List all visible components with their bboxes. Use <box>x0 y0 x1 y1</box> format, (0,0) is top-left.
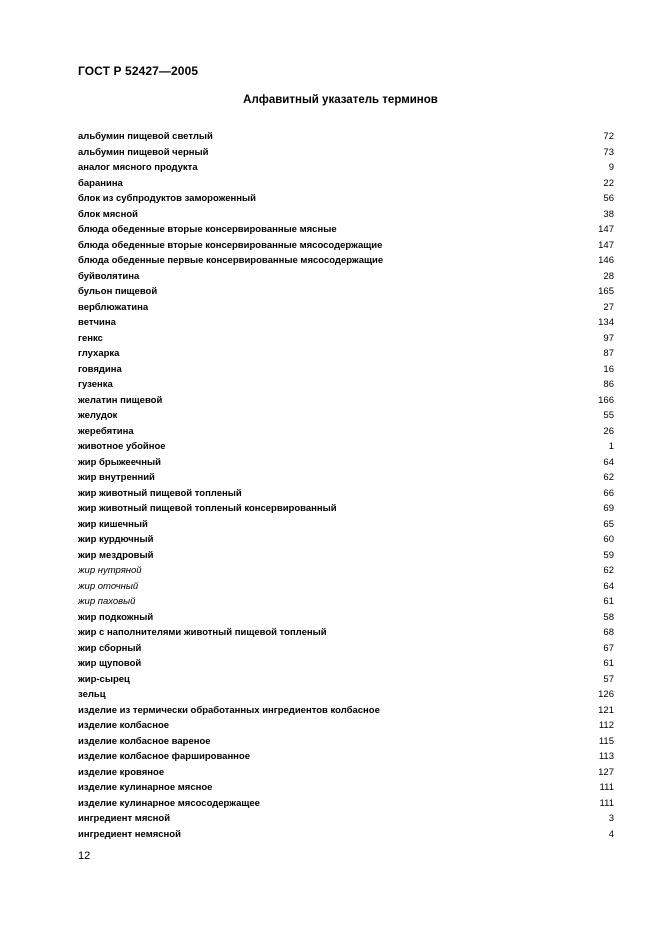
index-page-ref: 165 <box>598 286 614 297</box>
index-entry <box>78 749 614 765</box>
index-entry <box>78 470 614 486</box>
index-page-ref: 4 <box>608 828 614 840</box>
index-entry <box>78 346 614 362</box>
index-term: жир нутряной <box>78 565 142 576</box>
index-term: верблюжатина <box>78 301 149 313</box>
index-entry <box>78 439 614 455</box>
index-entry <box>78 672 614 688</box>
index-page-ref: 16 <box>603 363 614 375</box>
index-term: жир паховый <box>78 596 136 607</box>
index-term: жир внутренний <box>78 472 155 483</box>
index-entry <box>78 734 614 750</box>
index-term: жир оточный <box>78 580 139 592</box>
index-page-ref: 58 <box>603 611 614 623</box>
index-page-ref: 126 <box>598 689 614 700</box>
index-term: альбумин пищевой черный <box>78 146 209 158</box>
index-page-ref: 57 <box>603 673 614 685</box>
document-header: ГОСТ Р 52427—2005 <box>78 64 199 78</box>
index-entry <box>78 207 614 223</box>
index-page-ref: 56 <box>603 193 614 204</box>
index-page-ref: 166 <box>598 394 614 406</box>
index-term: изделие колбасное фаршированное <box>78 751 251 762</box>
index-term: жеребятина <box>78 425 134 437</box>
index-title: Алфавитный указатель терминов <box>243 94 438 106</box>
index-page-ref: 72 <box>603 131 614 142</box>
index-page-ref: 86 <box>603 379 614 390</box>
index-term: ингредиент немясной <box>78 828 181 840</box>
index-page-ref: 97 <box>603 332 614 344</box>
index-entry <box>78 796 614 812</box>
index-term: жир щуповой <box>78 658 142 669</box>
index-entry <box>78 765 614 781</box>
index-page-ref: 87 <box>603 348 614 359</box>
index-page-ref: 1 <box>608 441 614 452</box>
index-page-ref: 9 <box>608 162 614 173</box>
index-entry <box>78 486 614 502</box>
index-term: бульон пищевой <box>78 286 158 297</box>
index-page-ref: 62 <box>603 472 614 483</box>
index-term: говядина <box>78 363 122 375</box>
index-term: жир кишечный <box>78 518 148 530</box>
index-term: жир-сырец <box>78 673 130 685</box>
index-term: жир брыжеечный <box>78 456 161 468</box>
index-page-ref: 60 <box>603 534 614 545</box>
index-page-ref: 111 <box>599 782 614 793</box>
index-entry <box>78 362 614 378</box>
index-term: жир сборный <box>78 642 142 654</box>
index-term: желудок <box>78 410 118 421</box>
index-page-ref: 147 <box>598 239 614 251</box>
index-entry <box>78 501 614 517</box>
index-entry <box>78 424 614 440</box>
page-number: 12 <box>78 850 91 862</box>
index-page-ref: 68 <box>603 627 614 638</box>
index-entry <box>78 145 614 161</box>
index-page-ref: 66 <box>603 487 614 499</box>
index-page-ref: 55 <box>603 410 614 421</box>
index-page-ref: 134 <box>598 317 614 328</box>
index-term: альбумин пищевой светлый <box>78 131 213 142</box>
index-term: блюда обеденные первые консервированные мясосодержащие <box>78 255 384 266</box>
index-page-ref: 64 <box>603 456 614 468</box>
index-entry <box>78 625 614 641</box>
index-entry <box>78 191 614 207</box>
index-page-ref: 27 <box>603 301 614 313</box>
index-entry <box>78 408 614 424</box>
index-entry <box>78 532 614 548</box>
index-page-ref: 22 <box>603 177 614 189</box>
index-term: зельц <box>78 689 106 700</box>
index-page-ref: 115 <box>598 735 614 747</box>
index-page-ref: 112 <box>598 720 614 731</box>
index-term: буйволятина <box>78 270 140 282</box>
index-term: жир животный пищевой топленый консервированный <box>78 503 337 514</box>
index-entry <box>78 780 614 796</box>
index-entry <box>78 656 614 672</box>
index-entry <box>78 594 614 610</box>
index-entry <box>78 331 614 347</box>
index-term: жир животный пищевой топленый <box>78 487 242 499</box>
index-term: изделие колбасное вареное <box>78 735 211 747</box>
index-entry <box>78 579 614 595</box>
index-term: блюда обеденные вторые консервированные мясосодержащие <box>78 239 383 251</box>
index-term: блок из субпродуктов замороженный <box>78 193 256 204</box>
index-page-ref: 61 <box>603 658 614 669</box>
index-term: блюда обеденные вторые консервированные мясные <box>78 224 337 235</box>
index-entry <box>78 269 614 285</box>
index-term: ветчина <box>78 317 116 328</box>
index-term: жир мездровый <box>78 549 154 561</box>
index-term: жир с наполнителями животный пищевой топленый <box>78 627 327 638</box>
index-entry <box>78 687 614 703</box>
index-entry <box>78 563 614 579</box>
index-entry <box>78 160 614 176</box>
index-entry <box>78 253 614 269</box>
index-term: жир подкожный <box>78 611 154 623</box>
index-entry <box>78 517 614 533</box>
index-page-ref: 61 <box>603 596 614 607</box>
index-entry <box>78 238 614 254</box>
index-page-ref: 127 <box>598 766 614 778</box>
index-term: животное убойное <box>78 441 166 452</box>
index-entry <box>78 222 614 238</box>
index-page-ref: 59 <box>603 549 614 561</box>
index-entry <box>78 641 614 657</box>
index-term: изделие колбасное <box>78 720 170 731</box>
index-entry <box>78 610 614 626</box>
index-term: жир курдючный <box>78 534 154 545</box>
index-term: баранина <box>78 177 123 189</box>
index-page-ref: 121 <box>598 704 614 716</box>
index-entry <box>78 129 614 145</box>
index-page-ref: 62 <box>603 565 614 576</box>
index-term: блок мясной <box>78 208 138 220</box>
term-index-list <box>78 129 614 842</box>
index-page-ref: 146 <box>598 255 614 266</box>
index-page-ref: 67 <box>603 642 614 654</box>
index-entry <box>78 284 614 300</box>
index-entry <box>78 811 614 827</box>
index-page-ref: 64 <box>603 580 614 592</box>
index-page-ref: 3 <box>608 813 614 824</box>
index-page-ref: 38 <box>603 208 614 220</box>
index-page-ref: 147 <box>598 224 614 235</box>
index-entry <box>78 315 614 331</box>
index-entry <box>78 393 614 409</box>
index-page-ref: 73 <box>603 146 614 158</box>
index-term: желатин пищевой <box>78 394 163 406</box>
index-entry <box>78 377 614 393</box>
index-page-ref: 111 <box>599 797 614 809</box>
index-page-ref: 65 <box>603 518 614 530</box>
index-page-ref: 26 <box>603 425 614 437</box>
index-entry <box>78 300 614 316</box>
index-entry <box>78 455 614 471</box>
index-term: аналог мясного продукта <box>78 162 198 173</box>
index-page-ref: 113 <box>598 751 614 762</box>
index-entry <box>78 718 614 734</box>
index-term: изделие кулинарное мясное <box>78 782 213 793</box>
index-term: изделие из термически обработанных ингредиентов колбасное <box>78 704 380 716</box>
index-page-ref: 69 <box>603 503 614 514</box>
index-term: гузенка <box>78 379 113 390</box>
index-entry <box>78 703 614 719</box>
index-term: глухарка <box>78 348 120 359</box>
index-entry <box>78 176 614 192</box>
index-entry <box>78 827 614 843</box>
index-entry <box>78 548 614 564</box>
index-term: изделие кулинарное мясосодержащее <box>78 797 260 809</box>
index-term: генкс <box>78 332 103 344</box>
index-term: изделие кровяное <box>78 766 165 778</box>
index-term: ингредиент мясной <box>78 813 171 824</box>
index-page-ref: 28 <box>603 270 614 282</box>
